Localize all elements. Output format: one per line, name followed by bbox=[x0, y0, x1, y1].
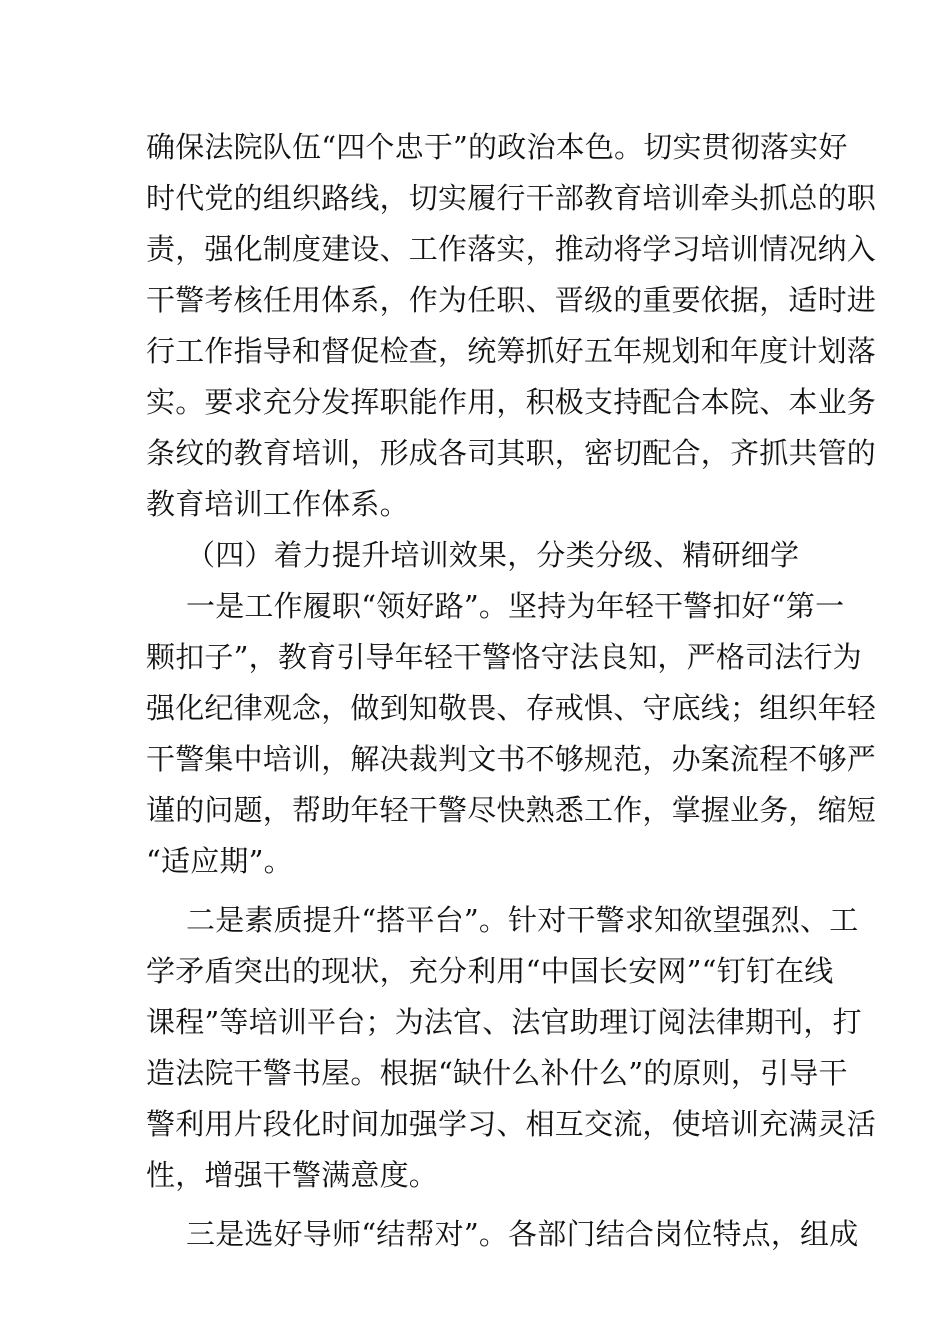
text-line: 一是工作履职“领好路”。坚持为年轻干警扣好“第一 bbox=[186, 589, 845, 623]
text-line: “适应期”。 bbox=[146, 844, 293, 878]
text-line: 时代党的组织路线，切实履行干部教育培训牵头抓总的职 bbox=[146, 181, 877, 215]
text-line: 干警集中培训，解决裁判文书不够规范，办案流程不够严 bbox=[146, 742, 877, 776]
text-line: 性，增强干警满意度。 bbox=[146, 1158, 439, 1192]
text-line: 颗扣子”，教育引导年轻干警恪守法良知，严格司法行为 bbox=[146, 640, 862, 674]
text-line: 二是素质提升“搭平台”。针对干警求知欲望强烈、工 bbox=[186, 903, 859, 937]
text-line: 强化纪律观念，做到知敬畏、存戒惧、守底线；组织年轻 bbox=[146, 691, 877, 725]
text-line: 教育培训工作体系。 bbox=[146, 487, 409, 521]
text-line: 学矛盾突出的现状，充分利用“中国长安网”“钉钉在线 bbox=[146, 954, 834, 988]
text-line: 确保法院队伍“四个忠于”的政治本色。切实贯彻落实好 bbox=[146, 130, 848, 164]
text-line: 干警考核任用体系，作为任职、晋级的重要依据，适时进 bbox=[146, 283, 877, 317]
section-heading: （四）着力提升培训效果，分类分级、精研细学 bbox=[186, 538, 800, 572]
text-line: 责，强化制度建设、工作落实，推动将学习培训情况纳入 bbox=[146, 232, 877, 266]
text-line: 行工作指导和督促检查，统筹抓好五年规划和年度计划落 bbox=[146, 334, 877, 368]
text-line: 造法院干警书屋。根据“缺什么补什么”的原则，引导干 bbox=[146, 1056, 848, 1090]
text-line: 三是选好导师“结帮对”。各部门结合岗位特点，组成 bbox=[186, 1217, 859, 1251]
text-line: 课程”等培训平台；为法官、法官助理订阅法律期刊，打 bbox=[146, 1005, 862, 1039]
text-line: 实。要求充分发挥职能作用，积极支持配合本院、本业务 bbox=[146, 385, 877, 419]
text-line: 谨的问题，帮助年轻干警尽快熟悉工作，掌握业务，缩短 bbox=[146, 793, 877, 827]
text-line: 警利用片段化时间加强学习、相互交流，使培训充满灵活 bbox=[146, 1107, 877, 1141]
text-line: 条纹的教育培训，形成各司其职，密切配合，齐抓共管的 bbox=[146, 436, 877, 470]
